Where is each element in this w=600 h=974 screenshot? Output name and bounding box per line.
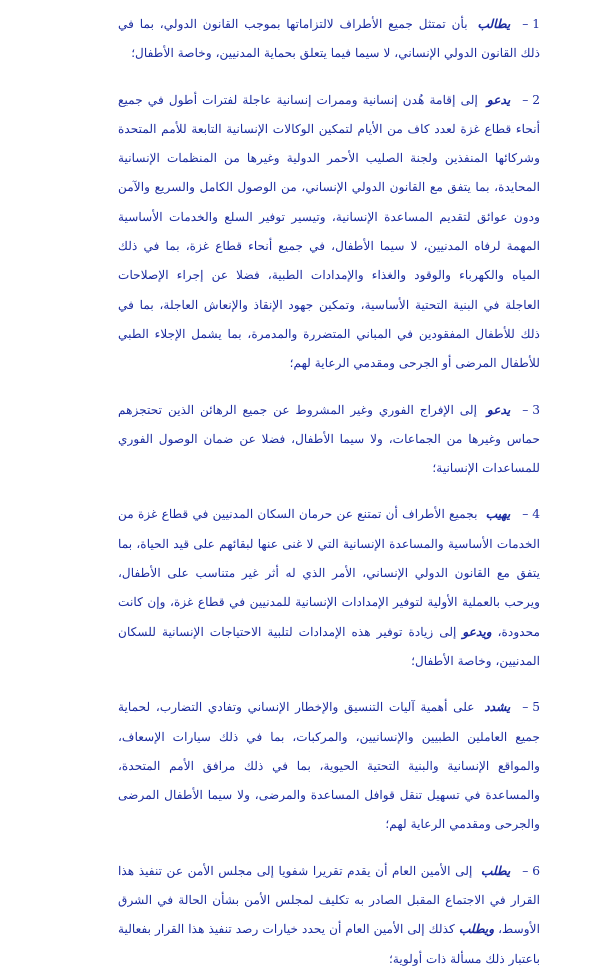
paragraph-2	[118, 86, 540, 379]
paragraph-number: 6 –	[522, 863, 540, 878]
paragraph-number: 1 –	[522, 17, 540, 31]
operative-verb-secondary: ويدعو	[462, 624, 492, 639]
document-page	[118, 10, 541, 966]
paragraph-text: إلى الإفراج الفوري وغير المشروط عن جميع الرهائن الذين تحتجزهم حماس وغيرها من الجماعات، ولا سيما الأطفال، فضلا عن ضمان الوصول الفوري للمساعدات الإنسانية؛	[118, 402, 540, 476]
paragraph-3	[118, 396, 540, 484]
operative-verb: يطلب	[480, 863, 511, 878]
paragraph-text: على أهمية آليات التنسيق والإخطار الإنساني وتفادي التضارب، لحماية جميع العاملين الطبيين والإنسانيين، والمركبات، بما في ذلك سيارات الإسعاف، والمواقع الإنسانية والبنية التحتية الحيوية، بما في ذلك مرافق الأمم المتحدة، والمساعدة في تسهيل تنقل قوافل المساعدة والمرضى، ولا سيما الأطفال المرضى والجرحى ومقدمي الرعاية لهم؛	[118, 700, 540, 832]
paragraph-5	[118, 693, 540, 839]
operative-verb: يدعو	[486, 92, 511, 107]
operative-verb: يطالب	[477, 17, 511, 31]
paragraph-text-secondary: كذلك إلى الأمين العام أن يحدد خيارات رصد تنفيذ هذا القرار بفعالية باعتبار ذلك مسألة ذات أولوية؛	[118, 922, 540, 966]
paragraph-6	[118, 857, 540, 974]
operative-verb: يهيب	[485, 507, 511, 522]
paragraph-1	[118, 10, 540, 69]
operative-verb: يدعو	[486, 402, 511, 417]
paragraph-number: 2 –	[522, 92, 541, 107]
paragraph-text-secondary: إلى زيادة توفير هذه الإمدادات لتلبية الاحتياجات الإنسانية للسكان المدنيين، وخاصة الأطفال؛	[118, 624, 540, 668]
paragraph-text: بجميع الأطراف أن تمتنع عن حرمان السكان المدنيين في قطاع غزة من الخدمات الأساسية والمساعدة الإنسانية التي لا غنى عنها لبقائهم على قيد الحياة، بما يتفق مع القانون الدولي الإنساني، الأمر الذي له أثر غير متناسب على الأطفال، ويرحب بالعملية الأولية لتوفير الإمدادات الإنسانية للمدنيين في قطاع غزة، وإن كانت محدودة،	[118, 507, 541, 639]
paragraph-number: 3 –	[522, 402, 540, 417]
paragraph-number: 4 –	[522, 507, 541, 522]
paragraph-4	[118, 500, 540, 676]
operative-verb-secondary: ويطلب	[458, 922, 495, 937]
paragraph-text: بأن تمتثل جميع الأطراف لالتزاماتها بموجب القانون الدولي، بما في ذلك القانون الدولي الإنساني، لا سيما فيما يتعلق بحماية المدنيين، وخاصة الأطفال؛	[118, 17, 540, 61]
paragraph-number: 5 –	[522, 700, 541, 715]
paragraph-text: إلى إقامة هُدن إنسانية وممرات إنسانية عاجلة لفترات أطول في جميع أنحاء قطاع غزة لعدد كاف من الأيام لتمكين الوكالات الإنسانية التابعة للأمم المتحدة وشركائها المنفذين ولجنة الصليب الأحمر الدولية وغيرها من المنظمات الإنسانية المحايدة، بما يتفق مع القانون الدولي الإنساني، من الوصول الكامل والسريع والآمن ودون عوائق لتقديم المساعدة الإنسانية، وتيسير توفير السلع والخدمات الأساسية المهمة لرفاه المدنيين، لا سيما الأطفال، في جميع أنحاء قطاع غزة، بما في ذلك المياه والكهرباء والوقود والغذاء والإمدادات الطبية، فضلا عن إجراء الإصلاحات العاجلة في البنية التحتية الأساسية، وتمكين جهود الإنقاذ والإنعاش العاجلة، بما في ذلك للأطفال المفقودين في المباني المتضررة والمدمرة، بما يشمل الإجلاء الطبي للأطفال المرضى أو الجرحى ومقدمي الرعاية لهم؛	[118, 92, 540, 371]
operative-verb: يشدد	[484, 700, 511, 715]
paragraph-text: إلى الأمين العام أن يقدم تقريرا شفويا إلى مجلس الأمن عن تنفيذ هذا القرار في الاجتماع المقبل الصادر به تكليف لمجلس الأمن بشأن الحالة في الشرق الأوسط،	[118, 863, 541, 937]
